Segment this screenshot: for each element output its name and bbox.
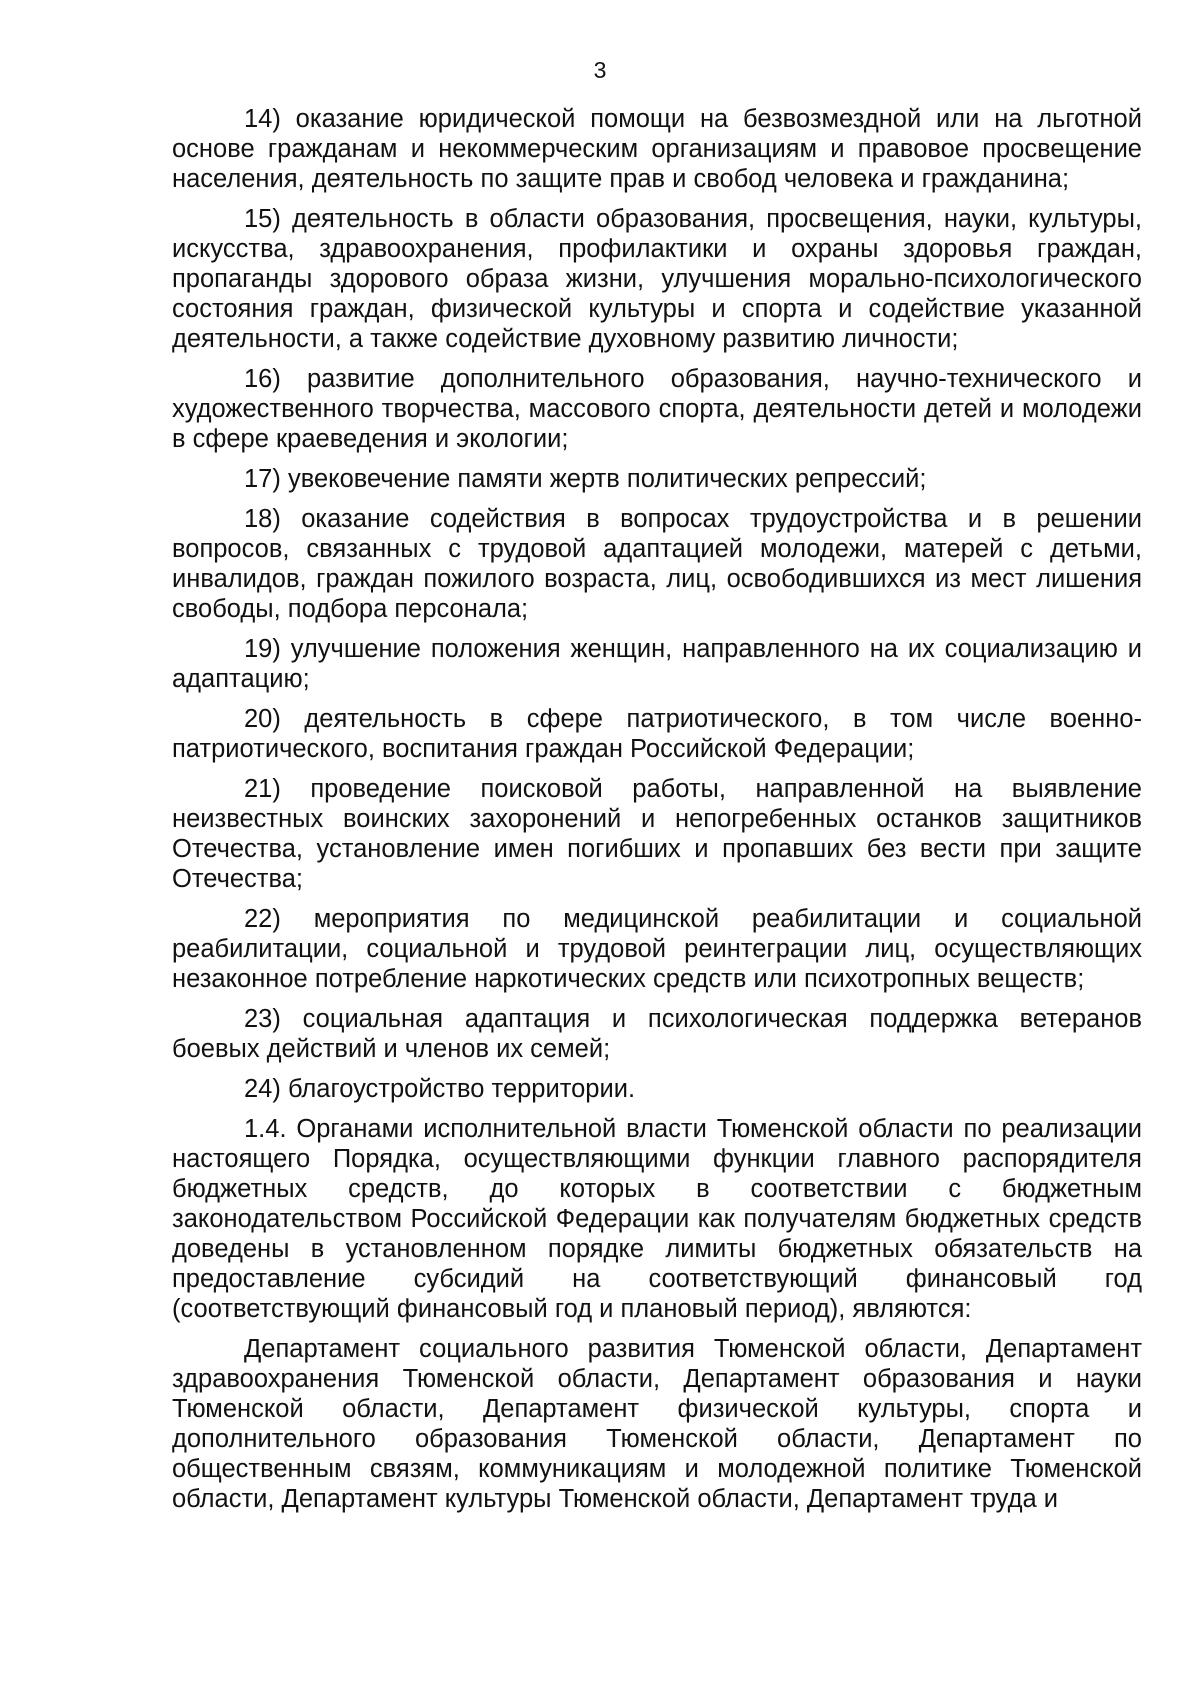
list-item-14: 14) оказание юридической помощи на безвозмездной или на льготной основе гражданам и некоммерческим организациям и правовое просвещение населения, деятельность по защите прав и свобод человека и гражданина; xyxy=(172,105,1142,193)
list-item-22: 22) мероприятия по медицинской реабилитации и социальной реабилитации, социальной и трудовой реинтеграции лиц, осуществляющих незаконное потребление наркотических средств или психотропных веществ; xyxy=(172,905,1142,993)
list-item-16: 16) развитие дополнительного образования, научно-технического и художественного творчества, массового спорта, деятельности детей и молодежи в сфере краеведения и экологии; xyxy=(172,365,1142,453)
list-item-23: 23) социальная адаптация и психологическая поддержка ветеранов боевых действий и членов их семей; xyxy=(172,1005,1142,1063)
document-body xyxy=(172,104,1142,1524)
list-item-17: 17) увековечение памяти жертв политических репрессий; xyxy=(244,465,927,493)
list-item-24: 24) благоустройство территории. xyxy=(244,1075,636,1103)
clause-1-4: 1.4. Органами исполнительной власти Тюменской области по реализации настоящего Порядка, осуществляющими функции главного распорядителя бюджетных средств, до которых в соответствии с бюджетным законодательством Российской Федерации как получателям бюджетных средств доведены в установленном порядке лимиты бюджетных обязательств на предоставление субсидий на соответствующий финансовый год (соответствующий финансовый год и плановый период), являются: xyxy=(172,1115,1142,1323)
list-item-20: 20) деятельность в сфере патриотического, в том числе военно-патриотического, воспитания граждан Российской Федерации; xyxy=(172,705,1142,763)
page-number: 3 xyxy=(593,57,607,83)
list-item-21: 21) проведение поисковой работы, направленной на выявление неизвестных воинских захоронений и непогребенных останков защитников Отечества, установление имен погибших и пропавших без вести при защите Отечества; xyxy=(172,775,1142,893)
departments-paragraph: Департамент социального развития Тюменской области, Департамент здравоохранения Тюменской области, Департамент образования и науки Тюменской области, Департамент физической культуры, спорта и дополнительного образования Тюменской области, Департамент по общественным связям, коммуникациям и молодежной политике Тюменской области, Департамент культуры Тюменской области, Департамент труда и xyxy=(172,1335,1142,1513)
list-item-15: 15) деятельность в области образования, просвещения, науки, культуры, искусства, здравоохранения, профилактики и охраны здоровья граждан, пропаганды здорового образа жизни, улучшения морально-психологического состояния граждан, физической культуры и спорта и содействие указанной деятельности, а также содействие духовному развитию личности; xyxy=(172,205,1142,353)
list-item-18: 18) оказание содействия в вопросах трудоустройства и в решении вопросов, связанных с трудовой адаптацией молодежи, матерей с детьми, инвалидов, граждан пожилого возраста, лиц, освободившихся из мест лишения свободы, подбора персонала; xyxy=(172,505,1142,623)
list-item-19: 19) улучшение положения женщин, направленного на их социализацию и адаптацию; xyxy=(172,635,1142,693)
